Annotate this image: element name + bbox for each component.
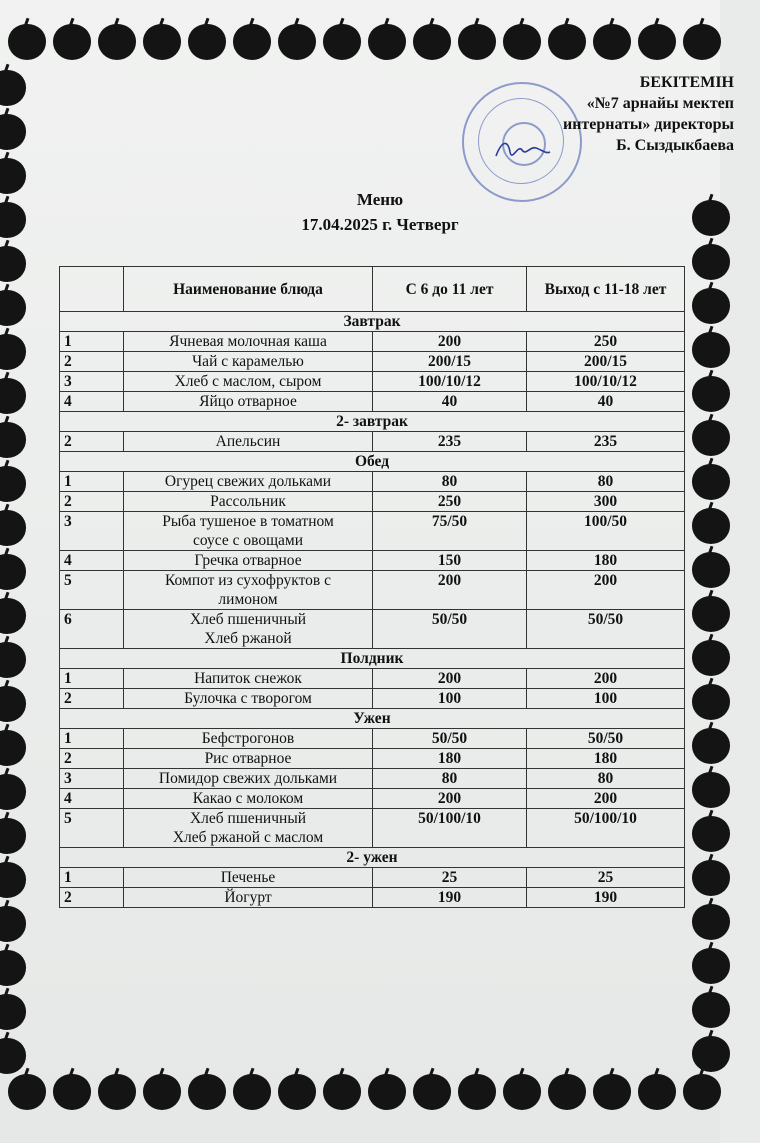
portion-age-11-18: 200 xyxy=(527,789,685,809)
apple-icon xyxy=(188,24,226,60)
approval-position: интернаты» директоры xyxy=(562,116,734,133)
portion-age-11-18: 190 xyxy=(527,888,685,908)
apple-icon xyxy=(692,948,730,984)
table-row xyxy=(60,512,685,551)
dish-name-line: Йогурт xyxy=(224,889,272,906)
row-number: 5 xyxy=(60,571,124,610)
portion-age-6-11: 200 xyxy=(373,571,527,610)
apple-icon xyxy=(0,598,26,634)
table-header-row xyxy=(60,267,685,312)
signature xyxy=(492,136,552,164)
apple-icon xyxy=(548,1074,586,1110)
apple-icon xyxy=(692,464,730,500)
table-row xyxy=(60,749,685,769)
apple-icon xyxy=(188,1074,226,1110)
apple-icon xyxy=(692,420,730,456)
apple-icon xyxy=(692,684,730,720)
portion-age-11-18: 80 xyxy=(527,472,685,492)
apple-icon xyxy=(638,1074,676,1110)
apple-icon xyxy=(692,596,730,632)
portion-age-11-18: 200 xyxy=(527,669,685,689)
dish-name-line: Хлеб пшеничный xyxy=(189,810,307,827)
section-row xyxy=(60,848,685,868)
portion-age-6-11: 50/50 xyxy=(373,610,527,649)
apple-icon xyxy=(692,904,730,940)
portion-age-11-18: 200 xyxy=(527,571,685,610)
apple-icon xyxy=(98,1074,136,1110)
apple-icon xyxy=(0,906,26,942)
apple-icon xyxy=(0,466,26,502)
table-row xyxy=(60,551,685,571)
menu-table xyxy=(59,266,685,908)
apple-icon xyxy=(233,1074,271,1110)
section-title: Полдник xyxy=(60,649,685,669)
apple-icon xyxy=(0,818,26,854)
apple-icon xyxy=(0,774,26,810)
section-row xyxy=(60,412,685,432)
dish-name xyxy=(124,551,373,571)
apple-icon xyxy=(692,1036,730,1072)
dish-name xyxy=(124,432,373,452)
dish-name-line: Хлеб ржаной с маслом xyxy=(172,829,324,846)
table-row xyxy=(60,669,685,689)
portion-age-6-11: 235 xyxy=(373,432,527,452)
table-row xyxy=(60,332,685,352)
section-title: Завтрак xyxy=(60,312,685,332)
portion-age-6-11: 200 xyxy=(373,332,527,352)
dish-name-line: Печенье xyxy=(220,869,276,886)
section-title: Обед xyxy=(60,452,685,472)
apple-icon xyxy=(0,70,26,106)
apple-icon xyxy=(593,24,631,60)
portion-age-6-11: 40 xyxy=(373,392,527,412)
apple-icon xyxy=(458,1074,496,1110)
table-row xyxy=(60,789,685,809)
table-row xyxy=(60,372,685,392)
page-date: 17.04.2025 г. Четверг xyxy=(301,215,459,234)
apple-icon xyxy=(0,378,26,414)
table-row xyxy=(60,729,685,749)
section-title: 2- ужен xyxy=(60,848,685,868)
portion-age-11-18: 200/15 xyxy=(527,352,685,372)
row-number: 3 xyxy=(60,512,124,551)
row-number: 2 xyxy=(60,492,124,512)
dish-name-line: соусе с овощами xyxy=(193,532,303,549)
section-row xyxy=(60,649,685,669)
table-row xyxy=(60,610,685,649)
apple-icon xyxy=(0,1038,26,1074)
portion-age-6-11: 25 xyxy=(373,868,527,888)
apple-icon xyxy=(0,510,26,546)
row-number: 4 xyxy=(60,789,124,809)
apple-icon xyxy=(8,1074,46,1110)
portion-age-6-11: 100 xyxy=(373,689,527,709)
portion-age-11-18: 180 xyxy=(527,749,685,769)
row-number: 1 xyxy=(60,729,124,749)
dish-name-line: Бефстрогонов xyxy=(201,730,295,747)
row-number: 6 xyxy=(60,610,124,649)
dish-name xyxy=(124,769,373,789)
row-number: 4 xyxy=(60,392,124,412)
dish-name xyxy=(124,492,373,512)
dish-name-line: Хлеб с маслом, сыром xyxy=(174,373,322,390)
dish-name-line: Рассольник xyxy=(210,493,286,510)
apple-icon xyxy=(323,1074,361,1110)
table-row xyxy=(60,769,685,789)
dish-name xyxy=(124,571,373,610)
section-title: 2- завтрак xyxy=(60,412,685,432)
table-row xyxy=(60,809,685,848)
dish-name-line: Чай с карамелью xyxy=(192,353,304,370)
row-number: 4 xyxy=(60,551,124,571)
dish-name-line: Апельсин xyxy=(215,433,281,450)
section-row xyxy=(60,452,685,472)
apple-icon xyxy=(683,24,721,60)
apple-icon xyxy=(368,1074,406,1110)
table-row xyxy=(60,392,685,412)
dish-name-line: Хлеб пшеничный xyxy=(189,611,307,628)
portion-age-11-18: 180 xyxy=(527,551,685,571)
apple-icon xyxy=(692,816,730,852)
row-number: 3 xyxy=(60,769,124,789)
table-row xyxy=(60,571,685,610)
dish-name-line: Помидор свежих дольками xyxy=(158,770,338,787)
apple-icon xyxy=(143,1074,181,1110)
apple-icon xyxy=(53,24,91,60)
menu-table-body xyxy=(60,312,685,908)
apple-icon xyxy=(0,246,26,282)
row-number: 2 xyxy=(60,689,124,709)
apple-icon xyxy=(683,1074,721,1110)
apple-icon xyxy=(53,1074,91,1110)
portion-age-6-11: 75/50 xyxy=(373,512,527,551)
apple-icon xyxy=(692,992,730,1028)
apple-icon xyxy=(692,244,730,280)
apple-icon xyxy=(0,158,26,194)
table-row xyxy=(60,888,685,908)
apple-icon xyxy=(692,288,730,324)
apple-icon xyxy=(0,862,26,898)
portion-age-6-11: 150 xyxy=(373,551,527,571)
dish-name-line: Какао с молоком xyxy=(192,790,304,807)
portion-age-11-18: 300 xyxy=(527,492,685,512)
dish-name xyxy=(124,729,373,749)
portion-age-11-18: 25 xyxy=(527,868,685,888)
row-number: 2 xyxy=(60,888,124,908)
dish-name xyxy=(124,888,373,908)
row-number: 1 xyxy=(60,472,124,492)
dish-name xyxy=(124,352,373,372)
apple-icon xyxy=(413,1074,451,1110)
apple-icon xyxy=(323,24,361,60)
portion-age-11-18: 100/10/12 xyxy=(527,372,685,392)
dish-name-line: Ячневая молочная каша xyxy=(169,333,327,350)
apple-icon xyxy=(692,552,730,588)
row-number: 1 xyxy=(60,332,124,352)
page-title: Меню xyxy=(356,190,404,209)
apple-icon xyxy=(0,334,26,370)
portion-age-6-11: 250 xyxy=(373,492,527,512)
row-number: 1 xyxy=(60,868,124,888)
apple-icon xyxy=(0,422,26,458)
apple-icon xyxy=(0,642,26,678)
row-number: 5 xyxy=(60,809,124,848)
apple-icon xyxy=(692,640,730,676)
apple-icon xyxy=(413,24,451,60)
apple-icon xyxy=(98,24,136,60)
header-num xyxy=(60,267,124,312)
header-age-11-18: Выход с 11-18 лет xyxy=(527,267,685,312)
portion-age-6-11: 180 xyxy=(373,749,527,769)
portion-age-11-18: 80 xyxy=(527,769,685,789)
dish-name xyxy=(124,512,373,551)
apple-icon xyxy=(692,508,730,544)
row-number: 1 xyxy=(60,669,124,689)
dish-name-line: Яйцо отварное xyxy=(199,393,297,410)
apple-icon xyxy=(0,994,26,1030)
row-number: 2 xyxy=(60,749,124,769)
portion-age-6-11: 200 xyxy=(373,789,527,809)
row-number: 3 xyxy=(60,372,124,392)
portion-age-6-11: 200 xyxy=(373,669,527,689)
dish-name-line: Компот из сухофруктов с xyxy=(164,572,331,589)
dish-name-line: лимоном xyxy=(218,591,278,608)
dish-name xyxy=(124,332,373,352)
table-row xyxy=(60,689,685,709)
portion-age-11-18: 50/100/10 xyxy=(527,809,685,848)
table-row xyxy=(60,432,685,452)
apple-icon xyxy=(0,686,26,722)
approval-school: «№7 арнайы мектеп xyxy=(586,95,734,112)
table-row xyxy=(60,352,685,372)
portion-age-6-11: 100/10/12 xyxy=(373,372,527,392)
portion-age-6-11: 50/50 xyxy=(373,729,527,749)
dish-name-line: Гречка отварное xyxy=(194,552,302,569)
section-row xyxy=(60,709,685,729)
portion-age-6-11: 50/100/10 xyxy=(373,809,527,848)
apple-icon xyxy=(593,1074,631,1110)
dish-name xyxy=(124,372,373,392)
dish-name xyxy=(124,689,373,709)
portion-age-11-18: 235 xyxy=(527,432,685,452)
section-row xyxy=(60,312,685,332)
approval-director-name: Б. Сыздыкбаева xyxy=(616,137,734,154)
apple-icon xyxy=(458,24,496,60)
portion-age-6-11: 80 xyxy=(373,472,527,492)
apple-icon xyxy=(692,772,730,808)
dish-name xyxy=(124,392,373,412)
apple-icon xyxy=(0,950,26,986)
table-row xyxy=(60,472,685,492)
row-number: 2 xyxy=(60,352,124,372)
portion-age-6-11: 80 xyxy=(373,769,527,789)
portion-age-6-11: 190 xyxy=(373,888,527,908)
apple-icon xyxy=(503,24,541,60)
apple-icon xyxy=(143,24,181,60)
portion-age-11-18: 40 xyxy=(527,392,685,412)
apple-icon xyxy=(692,332,730,368)
dish-name xyxy=(124,472,373,492)
row-number: 2 xyxy=(60,432,124,452)
dish-name-line: Хлеб ржаной xyxy=(204,630,292,647)
portion-age-11-18: 50/50 xyxy=(527,729,685,749)
apple-icon xyxy=(0,290,26,326)
section-title: Ужен xyxy=(60,709,685,729)
dish-name-line: Напиток снежок xyxy=(194,670,302,687)
header-age-6-11: С 6 до 11 лет xyxy=(373,267,527,312)
portion-age-6-11: 200/15 xyxy=(373,352,527,372)
table-row xyxy=(60,492,685,512)
apple-icon xyxy=(233,24,271,60)
apple-icon xyxy=(692,728,730,764)
apple-icon xyxy=(692,860,730,896)
portion-age-11-18: 100 xyxy=(527,689,685,709)
dish-name-line: Огурец свежих дольками xyxy=(164,473,332,490)
apple-icon xyxy=(368,24,406,60)
dish-name xyxy=(124,610,373,649)
apple-icon xyxy=(0,730,26,766)
portion-age-11-18: 250 xyxy=(527,332,685,352)
apple-icon xyxy=(692,376,730,412)
dish-name xyxy=(124,749,373,769)
dish-name-line: Рыба тушеное в томатном xyxy=(162,513,334,530)
approval-block xyxy=(563,72,734,156)
dish-name xyxy=(124,669,373,689)
dish-name xyxy=(124,868,373,888)
dish-name xyxy=(124,789,373,809)
apple-icon xyxy=(548,24,586,60)
portion-age-11-18: 100/50 xyxy=(527,512,685,551)
apple-icon xyxy=(0,554,26,590)
apple-icon xyxy=(503,1074,541,1110)
dish-name-line: Рис отварное xyxy=(204,750,292,767)
apple-icon xyxy=(8,24,46,60)
dish-name xyxy=(124,809,373,848)
apple-icon xyxy=(278,1074,316,1110)
dish-name-line: Булочка с творогом xyxy=(184,690,312,707)
portion-age-11-18: 50/50 xyxy=(527,610,685,649)
header-dish-name: Наименование блюда xyxy=(124,267,373,312)
apple-icon xyxy=(0,114,26,150)
approval-heading: БЕКІТЕМІН xyxy=(639,74,734,91)
apple-icon xyxy=(638,24,676,60)
apple-icon xyxy=(278,24,316,60)
table-row xyxy=(60,868,685,888)
